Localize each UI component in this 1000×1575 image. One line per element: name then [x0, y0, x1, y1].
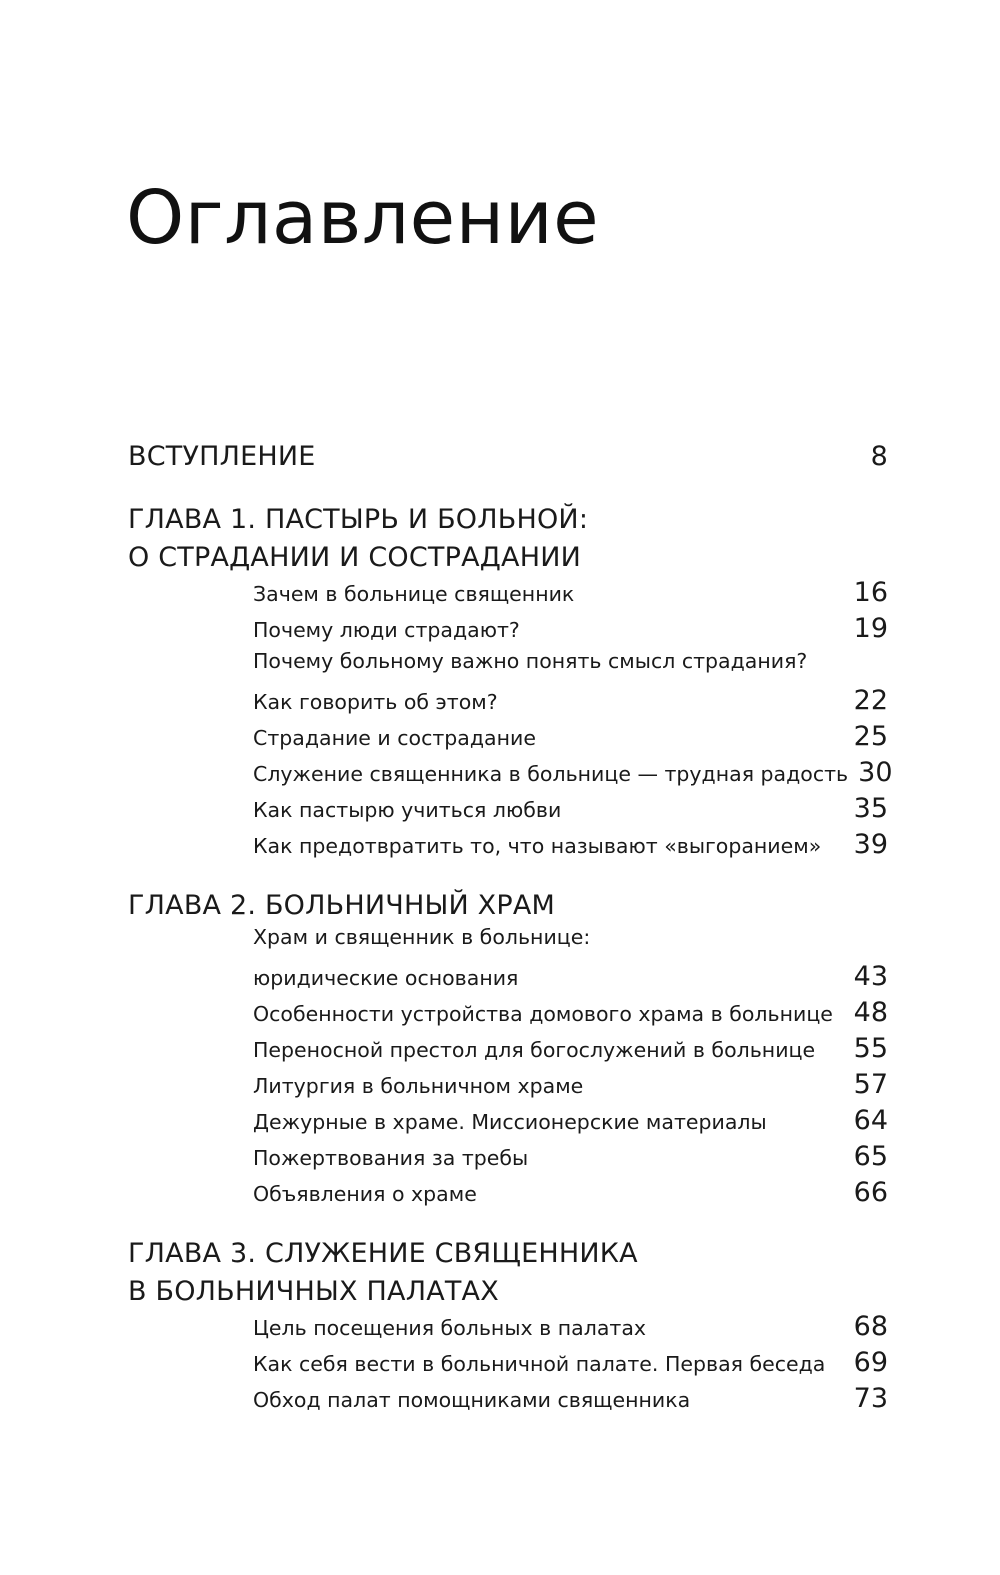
- entry-page-number: 55: [853, 1033, 888, 1064]
- toc-entry: [253, 613, 888, 649]
- entry-title: Как себя вести в больничной палате. Первая беседа: [253, 1352, 826, 1376]
- entry-page-number: 65: [853, 1141, 888, 1172]
- toc-entry: [253, 961, 888, 997]
- chapter-2-entries: [253, 925, 888, 1213]
- chapter-heading-line: ГЛАВА 1. ПАСТЫРЬ И БОЛЬНОЙ:: [128, 504, 589, 535]
- toc-chapter-3: [128, 1235, 888, 1419]
- toc-entry: [253, 1177, 888, 1213]
- entry-title: Особенности устройства домового храма в больнице: [253, 1002, 833, 1026]
- toc-entry: [253, 577, 888, 613]
- chapter-2-heading: [128, 887, 888, 925]
- entry-title: Переносной престол для богослужений в больнице: [253, 1038, 816, 1062]
- entry-title: Пожертвования за требы: [253, 1146, 529, 1170]
- entry-title: Литургия в больничном храме: [253, 1074, 584, 1098]
- entry-page-number: 19: [853, 613, 888, 644]
- entry-page-number: 35: [853, 793, 888, 824]
- entry-page-number: 57: [853, 1069, 888, 1100]
- entry-title: Служение священника в больнице — трудная радость: [253, 762, 849, 786]
- toc-entry: [253, 649, 888, 685]
- entry-title: Как пастырю учиться любви: [253, 798, 562, 822]
- toc-entry: [253, 1105, 888, 1141]
- toc-intro: [128, 438, 888, 476]
- toc-entry: [253, 1069, 888, 1105]
- chapter-3-heading: [128, 1235, 888, 1311]
- entry-title: Объявления о храме: [253, 1182, 477, 1206]
- toc-entry: [253, 829, 888, 865]
- entry-page-number: 39: [853, 829, 888, 860]
- toc-entry: [253, 1347, 888, 1383]
- entry-page-number: 16: [853, 577, 888, 608]
- toc-entry: [253, 997, 888, 1033]
- toc-entry: [253, 925, 888, 961]
- entry-title: Как говорить об этом?: [253, 690, 498, 714]
- entry-title: Как предотвратить то, что называют «выгоранием»: [253, 834, 822, 858]
- entry-title: Почему больному важно понять смысл страдания?: [253, 649, 808, 673]
- toc-entry: [253, 685, 888, 721]
- entry-title: Храм и священник в больнице:: [253, 925, 591, 949]
- entry-title: Обход палат помощниками священника: [253, 1388, 691, 1412]
- entry-title: Страдание и сострадание: [253, 726, 536, 750]
- chapter-1-heading: [128, 501, 888, 577]
- entry-title: Цель посещения больных в палатах: [253, 1316, 647, 1340]
- entry-page-number: 69: [853, 1347, 888, 1378]
- chapter-heading-line: ГЛАВА 2. БОЛЬНИЧНЫЙ ХРАМ: [128, 890, 556, 921]
- entry-title: Дежурные в храме. Миссионерские материалы: [253, 1110, 767, 1134]
- chapter-3-entries: [253, 1311, 888, 1419]
- entry-page-number: 66: [853, 1177, 888, 1208]
- intro-page-number: 8: [870, 441, 888, 472]
- toc-entry: [253, 1141, 888, 1177]
- toc-chapter-1: [128, 501, 893, 865]
- toc-entry: [253, 721, 888, 757]
- table-of-contents: [128, 438, 893, 1419]
- chapter-heading-line: ГЛАВА 3. СЛУЖЕНИЕ СВЯЩЕННИКА: [128, 1238, 638, 1269]
- page-title: Оглавление: [126, 175, 600, 261]
- entry-page-number: 48: [853, 997, 888, 1028]
- entry-page-number: 68: [853, 1311, 888, 1342]
- entry-page-number: 22: [853, 685, 888, 716]
- entry-page-number: 73: [853, 1383, 888, 1414]
- toc-chapter-2: [128, 887, 888, 1213]
- entry-page-number: 43: [853, 961, 888, 992]
- entry-page-number: 25: [853, 721, 888, 752]
- chapter-1-entries: [253, 577, 893, 865]
- entry-title: юридические основания: [253, 966, 519, 990]
- toc-entry: [253, 1383, 888, 1419]
- entry-page-number: 30: [858, 757, 893, 788]
- entry-page-number: 64: [853, 1105, 888, 1136]
- toc-entry: [253, 757, 893, 793]
- toc-entry: [253, 793, 888, 829]
- intro-label: ВСТУПЛЕНИЕ: [128, 441, 316, 472]
- entry-title: Зачем в больнице священник: [253, 582, 575, 606]
- chapter-heading-line: В БОЛЬНИЧНЫХ ПАЛАТАХ: [128, 1276, 499, 1307]
- chapter-heading-line: О СТРАДАНИИ И СОСТРАДАНИИ: [128, 542, 582, 573]
- toc-entry: [253, 1311, 888, 1347]
- entry-title: Почему люди страдают?: [253, 618, 520, 642]
- toc-entry: [253, 1033, 888, 1069]
